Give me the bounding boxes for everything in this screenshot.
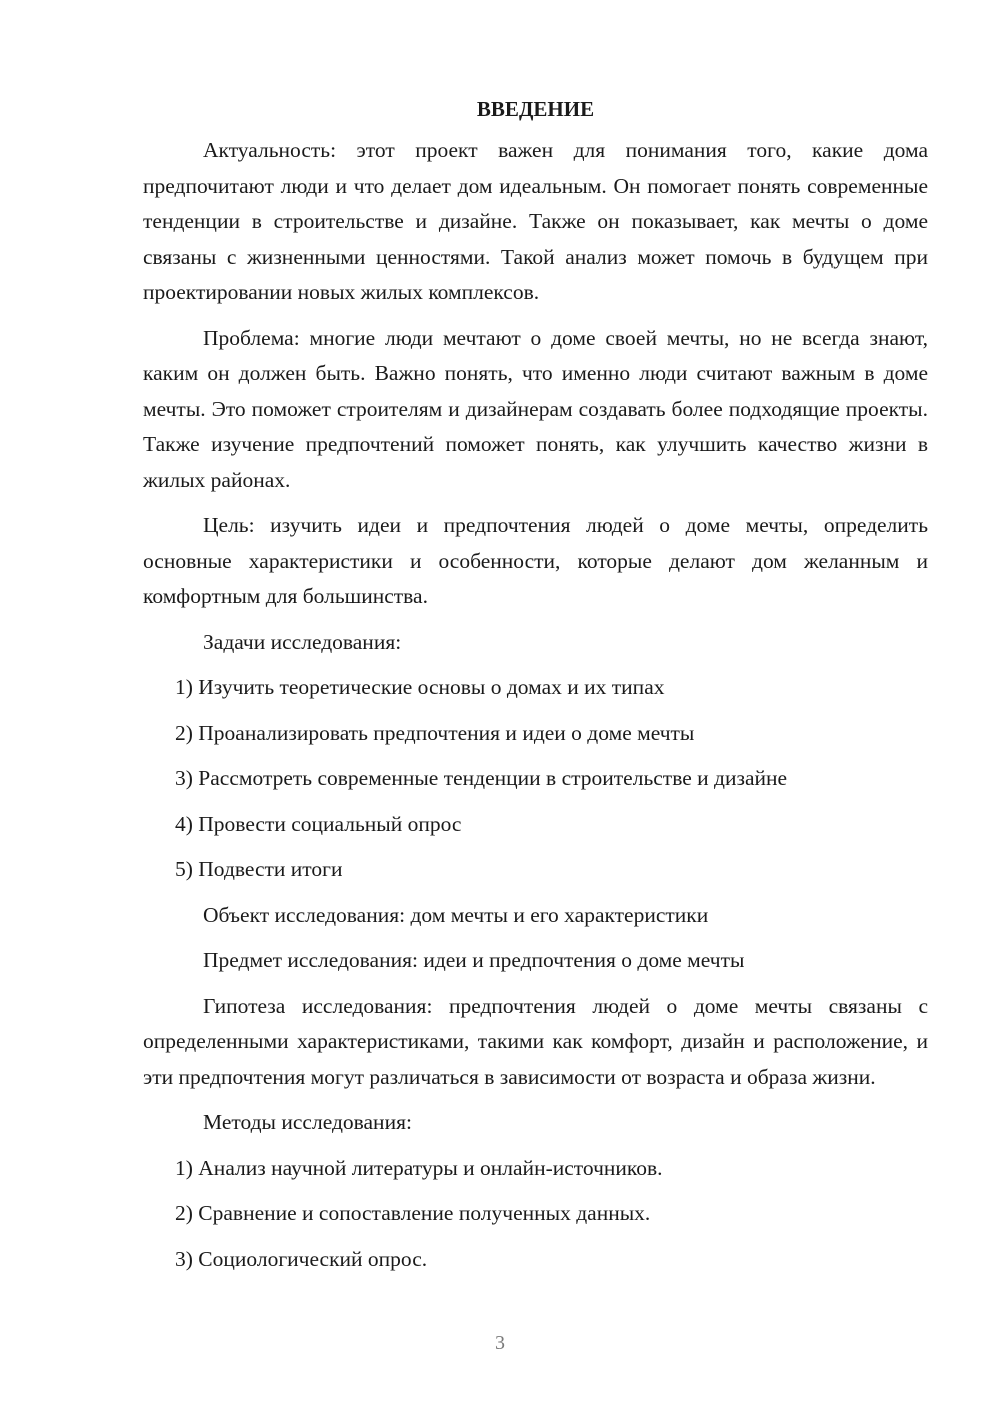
tasks-heading: Задачи исследования: xyxy=(203,629,402,654)
page-number: 3 xyxy=(495,1332,505,1354)
list-item: 2) Сравнение и сопоставление полученных данных. xyxy=(175,1201,651,1225)
list-item: 4) Провести социальный опрос xyxy=(175,811,462,836)
problem-paragraph: Проблема: многие люди мечтают о доме своей мечты, но не всегда знают, каким он должен быть. Важно понять, что именно люди считают важным в доме мечты. Это поможет строителям и дизайнерам создавать более подходящие проекты. Также изучение предпочтений поможет понять, как улучшить качество жизни в жилых районах. xyxy=(143,325,928,492)
list-item: 1) Изучить теоретические основы о домах и их типах xyxy=(175,675,665,699)
subject-paragraph: Предмет исследования: идеи и предпочтения о доме мечты xyxy=(203,948,745,972)
section-title: ВВЕДЕНИЕ xyxy=(476,97,595,121)
list-item: 3) Социологический опрос. xyxy=(175,1246,428,1271)
document-page xyxy=(143,92,928,1287)
object-paragraph: Объект исследования: дом мечты и его характеристики xyxy=(203,902,709,927)
relevance-paragraph: Актуальность: этот проект важен для понимания того, какие дома предпочитают люди и что делает дом идеальным. Он помогает понять современные тенденции в строительстве и дизайне. Также он показывает, как мечты о доме связаны с жизненными ценностями. Такой анализ может помочь в будущем при проектировании новых жилых комплексов. xyxy=(143,138,928,304)
list-item: 5) Подвести итоги xyxy=(175,857,343,881)
hypothesis-paragraph: Гипотеза исследования: предпочтения людей о доме мечты связаны с определенными характеристиками, такими как комфорт, дизайн и расположение, и эти предпочтения могут различаться в зависимости от возраста и образа жизни. xyxy=(143,993,928,1089)
methods-heading: Методы исследования: xyxy=(203,1110,412,1134)
list-item: 2) Проанализировать предпочтения и идеи о доме мечты xyxy=(175,720,695,745)
goal-paragraph: Цель: изучить идеи и предпочтения людей о доме мечты, определить основные характеристики и особенности, которые делают дом желанным и комфортным для большинства. xyxy=(143,513,928,608)
list-item: 1) Анализ научной литературы и онлайн-источников. xyxy=(175,1155,663,1180)
tasks-list xyxy=(143,670,928,888)
list-item: 3) Рассмотреть современные тенденции в строительстве и дизайне xyxy=(175,766,788,790)
methods-list xyxy=(143,1151,928,1278)
